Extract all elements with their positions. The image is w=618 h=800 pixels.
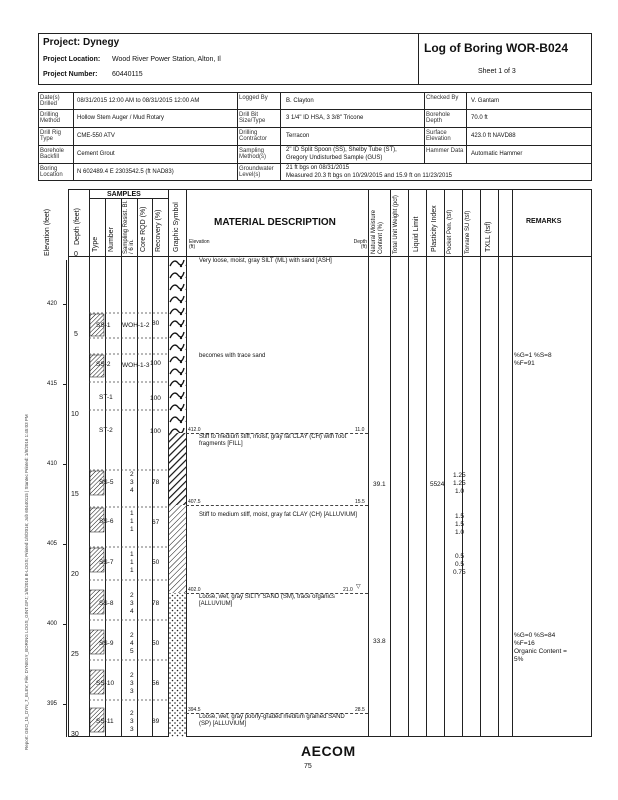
boundary-depth: 21.0 [343, 587, 353, 593]
depth-tick: 30 [71, 731, 79, 738]
groundwater-value-1: 21 ft bgs on 08/31/2015 [286, 165, 350, 171]
boring-location-value: N 602489.4 E 2303542.5 (ft NAD83) [77, 169, 174, 175]
project-location-value: Wood River Power Station, Alton, Il [112, 56, 221, 63]
pocket-pen-value: 1.25 [453, 472, 466, 479]
material-description: Very loose, moist, gray SILT (ML) with sand [ASH] [199, 258, 332, 264]
moisture-header: Natural Moisture Content (%) [371, 209, 384, 254]
boundary-depth: 28.5 [355, 707, 365, 713]
plasticity-header: Plasticity Index [431, 205, 438, 252]
sample-number: SS-8 [99, 600, 114, 607]
material-description: Loose, wet, gray poorly-graded medium grained SAND (SP) [ALLUVIUM] [199, 714, 345, 727]
sample-resist: WOH-1-2 [122, 322, 150, 329]
method-label: Drilling Method [40, 112, 61, 124]
project-number-value: 60440115 [112, 71, 143, 78]
boundary-elevation: 407.5 [188, 499, 201, 505]
depth-tick: 0 [74, 251, 78, 258]
remarks-text: %G=0 %S=84 [514, 632, 556, 639]
depth-ft-header: Depth (ft) [353, 239, 367, 250]
depth-tick: 15 [71, 491, 79, 498]
sample-resist: 2 3 3 [130, 710, 134, 733]
sample-number: ST-1 [99, 394, 113, 401]
material-description: Stiff to medium stiff, moist, gray fat CLAY (CH) [ALLUVIUM] [199, 512, 357, 518]
boring-location-label: Boring Location [40, 166, 63, 178]
elevation-tick: 405 [47, 541, 58, 547]
sample-number: SS-2 [96, 361, 111, 368]
core-rqd-header: Core RQD (%) [140, 206, 147, 252]
pocket-pen-value: 0.5 [455, 553, 465, 560]
groundwater-label: Groundwater Level(s) [239, 166, 274, 178]
project-title: Project: Dynegy [43, 37, 120, 48]
checked-label: Checked By [426, 95, 459, 101]
sample-number: SS-10 [96, 680, 115, 687]
rig-value: CME-550 ATV [77, 133, 115, 139]
backfill-value: Cement Grout [77, 151, 115, 157]
sampling-value-1: 2" ID Split Spoon (SS), Shelby Tube (ST), [286, 147, 397, 153]
sample-resist: WOH-1-3 [122, 362, 150, 369]
remarks-header: REMARKS [526, 218, 562, 225]
sample-number: SS-6 [99, 518, 114, 525]
boundary-depth: 11.0 [355, 427, 365, 433]
pocket-pen-value: 1.0 [455, 488, 465, 495]
liquid-limit-header: Liquid Limit [413, 216, 420, 252]
sample-number: SS-1 [96, 322, 111, 329]
bit-label: Drill Bit Size/Type [239, 112, 266, 124]
depth-axis-label: Depth (feet) [74, 208, 81, 245]
pocket-pen-value: 0.5 [455, 561, 465, 568]
number-header: Number [108, 227, 115, 252]
groundwater-marker-icon: ▽ [356, 584, 361, 590]
material-description-header: MATERIAL DESCRIPTION [214, 217, 336, 228]
dates-label: Date(s) Drilled [40, 95, 60, 107]
logged-value: B. Clayton [286, 98, 314, 104]
sample-number: ST-2 [99, 427, 113, 434]
remarks-text: %F=16 [514, 640, 535, 647]
sample-recovery: 80 [152, 320, 160, 327]
contractor-label: Drilling Contractor [239, 130, 268, 142]
pocket-pen-value: 1.5 [455, 521, 465, 528]
borehole-depth-label: Borehole Depth [426, 112, 451, 124]
sample-recovery: 50 [152, 559, 160, 566]
pocket-pen-value: 1.25 [453, 480, 466, 487]
boundary-depth: 15.5 [355, 499, 365, 505]
elevation-tick: 400 [47, 621, 58, 627]
side-report-text: Report: GEO_15_DYN_7_ELEV; File: DYNEGY_BORING LOGS_GINT.GPJ; 1/8/2016 B-LOGS; Printed 1/8/2016; Job 60440115 | Stantec Printed: 1/8/2016 1:45:03 PM [24, 414, 29, 750]
logged-label: Logged By [239, 95, 268, 101]
surface-elevation-value: 423.0 ft NAVD88 [471, 133, 516, 139]
surface-elevation-label: Surface Elevation [426, 130, 451, 142]
remarks-text: Organic Content = [514, 648, 567, 655]
contractor-value: Terracon [286, 133, 310, 139]
sample-recovery: 100 [150, 360, 161, 367]
remarks-text: 5% [514, 656, 524, 663]
depth-tick: 25 [71, 651, 79, 658]
samples-header: SAMPLES [107, 191, 141, 198]
sampling-value-2: Gregory Undisturbed Sample (GUS) [286, 155, 383, 161]
sampling-label: Sampling Method(s) [239, 148, 267, 160]
sample-recovery: 100 [150, 395, 161, 402]
remarks-text: %G=1 %S=8 [514, 352, 552, 359]
material-description: Stiff to medium stiff, moist, gray fat CLAY (CH) with root fragments [FILL] [199, 434, 347, 447]
graphic-header: Graphic Symbol [173, 202, 180, 252]
borehole-depth-value: 70.0 ft [471, 115, 488, 121]
checked-value: V. Gantam [471, 98, 500, 104]
backfill-label: Borehole Backfill [40, 148, 65, 160]
project-number-label: Project Number: [43, 71, 98, 78]
sample-resist: 2 3 3 [130, 672, 134, 695]
rig-label: Drill Rig Type [40, 130, 61, 142]
groundwater-value-2: Measured 20.3 ft bgs on 10/29/2015 and 15.9 ft on 11/23/2015 [286, 173, 453, 179]
hammer-value: Automatic Hammer [471, 151, 523, 157]
sample-recovery: 100 [150, 428, 161, 435]
method-value: Hollow Stem Auger / Mud Rotary [77, 115, 165, 121]
elevation-ft-header: Elevation (ft) [189, 239, 210, 250]
depth-tick: 10 [71, 411, 79, 418]
material-description: Loose, wet, gray SILTY SAND (SM), trace organics [ALLUVIUM] [199, 594, 335, 607]
aecom-logo: AECOM [301, 743, 356, 759]
sample-recovery: 78 [152, 600, 160, 607]
sample-resist: 2 3 4 [130, 471, 134, 494]
page-number: 75 [304, 763, 312, 770]
sample-number: SS-11 [96, 718, 114, 725]
recovery-header: Recovery (%) [155, 209, 162, 252]
log-title: Log of Boring WOR-B024 [424, 41, 568, 55]
plasticity-value: 24 [437, 481, 445, 488]
bit-value: 3 1/4" ID HSA, 3 3/8" Tricone [286, 115, 364, 121]
liquid-limit-value: 55 [430, 481, 438, 488]
sheet-number: Sheet 1 of 3 [478, 68, 516, 75]
elevation-tick: 415 [47, 381, 58, 387]
boundary-elevation: 394.5 [188, 707, 201, 713]
sample-number: SS-7 [99, 559, 114, 566]
hammer-label: Hammer Data [426, 148, 464, 154]
remarks-text: %F=91 [514, 360, 535, 367]
sample-resist: 2 3 4 [130, 592, 134, 615]
depth-tick: 20 [71, 571, 79, 578]
sample-number: SS-9 [99, 640, 114, 647]
elevation-tick: 395 [47, 701, 58, 707]
elevation-axis-label: Elevation (feet) [44, 208, 51, 256]
pocket-pen-value: 1.0 [455, 529, 465, 536]
sample-recovery: 67 [152, 519, 160, 526]
boundary-elevation: 402.0 [188, 587, 201, 593]
project-location-label: Project Location: [43, 56, 101, 63]
pocket-pen-value: 1.5 [455, 513, 465, 520]
txll-header: TXLL (tsf) [485, 221, 492, 252]
sample-number: SS-5 [99, 479, 114, 486]
dates-value: 08/31/2015 12:00 AM to 08/31/2015 12:00 AM [77, 98, 200, 104]
sampling-resist-header: Sampling Resist. Bl. / 6 in. [123, 200, 135, 254]
graphic-log [169, 257, 186, 737]
pocket-pen-value: 0.75 [453, 569, 466, 576]
sample-resist: 1 1 1 [130, 551, 134, 574]
sample-recovery: 78 [152, 479, 160, 486]
sample-resist: 1 1 1 [130, 510, 134, 533]
elevation-tick: 420 [47, 301, 58, 307]
material-description: becomes with trace sand [199, 353, 266, 359]
sample-resist: 2 4 5 [130, 632, 134, 655]
sample-recovery: 56 [152, 680, 160, 687]
samples-graphics [89, 257, 169, 737]
unit-weight-header: Total Unit Weight (pcf) [393, 195, 399, 254]
boundary-elevation: 412.0 [188, 427, 201, 433]
sample-recovery: 50 [152, 640, 160, 647]
moisture-value: 33.8 [373, 638, 386, 645]
sample-recovery: 89 [152, 718, 160, 725]
moisture-value: 39.1 [373, 481, 386, 488]
depth-tick: 5 [74, 331, 78, 338]
pocket-pen-header: Pocket Pen. (tsf) [447, 209, 453, 254]
elevation-tick: 410 [47, 461, 58, 467]
torvane-header: Torvane SU (tsf) [465, 210, 471, 254]
type-header: Type [92, 236, 99, 252]
